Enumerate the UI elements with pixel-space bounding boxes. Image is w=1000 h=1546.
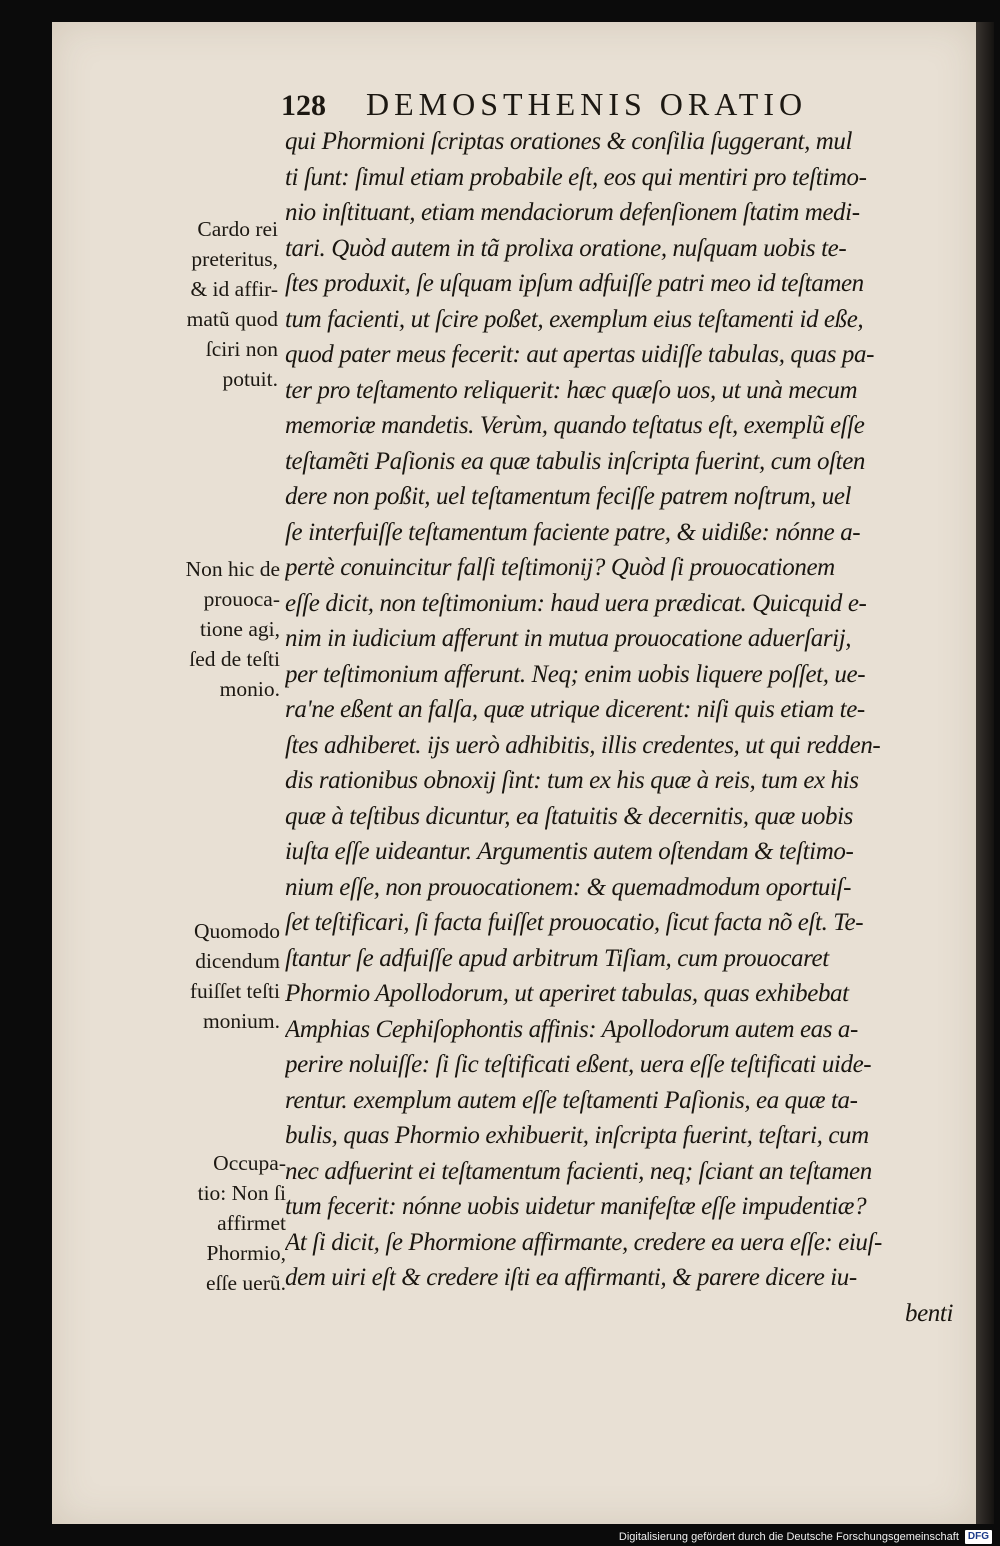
text-line: iuſta eſſe uideantur. Argumentis autem oſtendam & teſtimo- xyxy=(285,838,854,865)
text-line: qui Phormioni ſcriptas orationes & conſilia ſuggerant, mul xyxy=(285,128,853,155)
gloss-line: Quomodo xyxy=(194,919,280,943)
gloss-line: prouoca- xyxy=(203,587,280,611)
gloss-line: potuit. xyxy=(222,367,278,391)
digitization-footer xyxy=(0,1528,1000,1546)
dfg-logo-icon: DFG xyxy=(965,1530,992,1544)
text-line: dere non poßit, uel teſtamentum feciſſe patrem noſtrum, uel xyxy=(285,483,852,510)
text-line: dis rationibus obnoxij ſint: tum ex his quæ à reis, tum ex his xyxy=(285,767,859,794)
main-text xyxy=(285,124,965,1331)
text-line: quæ à teſtibus dicuntur, ea ſtatuitis & decernitis, quæ uobis xyxy=(285,802,853,830)
text-line: ſtantur ſe adfuiſſe apud arbitrum Tiſiam, cum prouocaret xyxy=(285,944,829,972)
footer-credit: Digitalisierung gefördert durch die Deutsche Forschungsgemeinschaft xyxy=(618,1531,959,1543)
text-line: perire noluiſſe: ſi ſic teſtificati eßent, uera eſſe teſtificati uide- xyxy=(285,1051,872,1078)
text-line: Phormio Apollodorum, ut aperiret tabulas, quas exhibebat xyxy=(285,980,849,1007)
text-line: nim in iudicium afferunt in mutua prouocatione aduerſarij, xyxy=(285,625,852,652)
page-edge xyxy=(976,22,994,1524)
page-number: 128 xyxy=(281,89,326,122)
text-line: nium eſſe, non prouocationem: & quemadmodum oportuiſ- xyxy=(285,873,851,901)
text-line: rentur. exemplum autem eſſe teſtamenti Paſionis, ea quæ ta- xyxy=(285,1086,858,1114)
text-line: dem uiri eſt & credere iſti ea affirmanti, & parere dicere iu- xyxy=(285,1264,857,1291)
gloss-line: matũ quod xyxy=(186,307,278,331)
gloss-line: Non hic de xyxy=(185,557,280,581)
gloss-line: Cardo rei xyxy=(197,217,278,241)
text-line-catchword: benti xyxy=(905,1299,953,1327)
text-line: ra'ne eßent an falſa, quæ utrique dicerent: niſi quis etiam te- xyxy=(285,696,865,723)
text-line: Amphias Cephiſophontis affinis: Apollodorum autem eas a- xyxy=(285,1015,858,1043)
gloss-line: affirmet xyxy=(217,1211,286,1235)
gloss-line: ſciri non xyxy=(205,337,278,361)
text-line: ter pro teſtamento reliquerit: hæc quæſo uos, ut unà mecum xyxy=(285,376,858,404)
gloss-line: tione agi, xyxy=(199,617,280,641)
text-line: bulis, quas Phormio exhibuerit, inſcripta fuerint, teſtari, cum xyxy=(285,1122,869,1149)
gloss-line: preteritus, xyxy=(191,247,278,271)
gloss-line: fuiſſet teſti xyxy=(189,979,280,1003)
text-line: memoriæ mandetis. Verùm, quando teſtatus eſt, exemplũ eſſe xyxy=(285,412,865,439)
marginal-note-quomodo xyxy=(150,916,280,1036)
text-line: nec adfuerint ei teſtamentum facienti, neq; ſciant an teſtamen xyxy=(285,1157,872,1185)
gloss-line: ſed de teſti xyxy=(189,647,280,671)
text-line: nio inſtituant, etiam mendaciorum defenſionem ſtatim medi- xyxy=(285,199,860,226)
text-line: ſet teſtificari, ſi facta fuiſſet prouocatio, ſicut facta nõ eſt. Te- xyxy=(285,909,864,936)
marginal-note-occupatio xyxy=(150,1148,286,1298)
text-line: ſtes produxit, ſe uſquam ipſum adfuiſſe patri meo id teſtamen xyxy=(285,270,864,297)
text-line: ti ſunt: ſimul etiam probabile eſt, eos qui mentiri pro teſtimo- xyxy=(285,163,867,191)
text-line: quod pater meus fecerit: aut apertas uidiſſe tabulas, quas pa- xyxy=(285,341,875,368)
gloss-line: dicendum xyxy=(195,949,280,973)
text-line: tari. Quòd autem in tã prolixa oratione, nuſquam uobis te- xyxy=(285,234,847,262)
marginal-note-prouocatione xyxy=(150,554,280,704)
text-line: eſſe dicit, non teſtimonium: haud uera prædicat. Quicquid e- xyxy=(285,589,867,617)
text-line: tum fecerit: nónne uobis uidetur manifeſtæ eſſe impudentiæ? xyxy=(285,1193,867,1220)
text-line: tum facienti, ut ſcire poßet, exemplum eius teſtamenti id eße, xyxy=(285,305,864,333)
gloss-line: monio. xyxy=(219,677,280,701)
text-line: ſtes adhiberet. ijs uerò adhibitis, illis credentes, ut qui redden- xyxy=(285,731,881,759)
page-header xyxy=(281,86,921,126)
text-line: At ſi dicit, ſe Phormione affirmante, credere ea uera eſſe: eiuſ- xyxy=(285,1228,882,1256)
gloss-line: Occupa- xyxy=(213,1151,286,1175)
marginal-note-cardo xyxy=(150,214,278,394)
gloss-line: monium. xyxy=(202,1009,280,1033)
text-line: pertè conuincitur falſi teſtimonij? Quòd ſi prouocationem xyxy=(285,554,835,581)
gloss-line: tio: Non ſi xyxy=(197,1181,286,1205)
text-line: teſtamẽti Paſionis ea quæ tabulis inſcripta fuerint, cum oſten xyxy=(285,447,866,475)
text-line: ſe interfuiſſe teſtamentum faciente patre, & uidiße: nónne a- xyxy=(285,518,861,546)
text-line: per teſtimonium afferunt. Neq; enim uobis liquere poſſet, ue- xyxy=(285,660,866,688)
gloss-line: & id affir- xyxy=(190,277,278,301)
gloss-line: eſſe uerũ. xyxy=(206,1271,286,1295)
gloss-line: Phormio, xyxy=(206,1241,286,1265)
running-title: DEMOSTHENIS ORATIO xyxy=(366,86,808,122)
